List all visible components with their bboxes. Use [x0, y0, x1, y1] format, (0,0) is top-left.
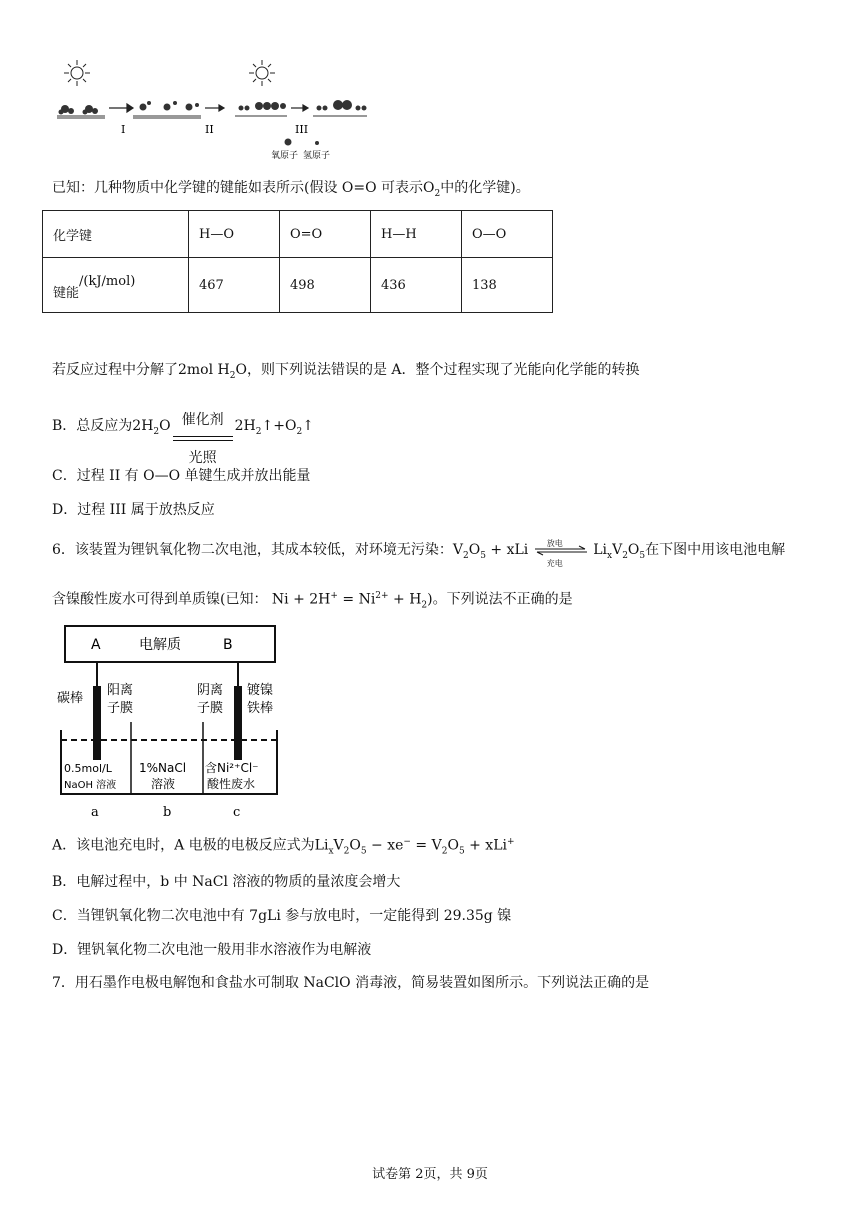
stage-label-2: II — [205, 123, 214, 136]
table-cell: 467 — [189, 258, 280, 313]
table-header-cell: O=O — [280, 211, 371, 258]
cation-membrane-label-2: 子膜 — [197, 701, 224, 716]
compartment-a-label: a — [91, 805, 99, 820]
sun-icon — [64, 60, 90, 86]
anion-membrane-label-2: 子膜 — [107, 701, 134, 716]
carbon-rod-label: 碳棒 — [57, 691, 84, 706]
q6-option-b: B．电解过程中，b 中 NaCl 溶液的物质的量浓度会增大 — [52, 874, 401, 890]
electrolyte-label: 电解质 — [139, 637, 181, 653]
stage-label-1: I — [121, 123, 126, 136]
page-footer: 试卷第 2页，共 9页 — [372, 1167, 488, 1182]
intro-text: 已知：几种物质中化学键的键能如表所示(假设 O=O 可表示$O_2$中的化学键)。 — [52, 180, 530, 199]
q6-stem-line1: 6．该装置为锂钒氧化物二次电池，其成本较低，对环境无污染：$V_2O_5$ + xLi 放电 充电 $Li_xV_2O_5$在下图中用该电池电解 — [52, 539, 786, 568]
reversible-arrow: 放电 充电 — [533, 540, 589, 560]
ni-rod-label-1: 镀镍 — [247, 683, 274, 698]
solution-b-line2: 溶液 — [151, 777, 176, 791]
ni-rod-label-2: 铁棒 — [247, 701, 274, 716]
solution-a-line2: NaOH 溶液 — [64, 780, 117, 791]
table-header-cell: 化学键 — [43, 211, 189, 258]
solution-a-line1: 0.5mol/L — [64, 762, 112, 775]
legend-hydrogen: 氢原子 — [303, 151, 331, 161]
stage-label-3: III — [295, 123, 309, 136]
table-row-label: 键能/(kJ/mol) — [43, 258, 189, 313]
cation-membrane-label-1: 阴离 — [197, 683, 224, 698]
electrode-a-label: A — [91, 637, 101, 653]
q5-stem: 若反应过程中分解了2mol $H_2O$，则下列说法错误的是 A．整个过程实现了光能向化学能的转换 — [52, 362, 640, 381]
q5-option-d: D．过程 III 属于放热反应 — [52, 502, 215, 518]
q6-option-c: C．当锂钒氧化物二次电池中有 7gLi 参与放电时，一定能得到 29.35g 镍 — [52, 908, 512, 924]
table-row — [43, 211, 553, 258]
q6-option-d: D．锂钒氧化物二次电池一般用非水溶液作为电解液 — [52, 942, 372, 958]
table-cell: 436 — [371, 258, 462, 313]
solution-c-line2: 酸性废水 — [207, 777, 256, 791]
bond-energy-table — [42, 210, 553, 313]
q6-option-a: A．该电池充电时，A 电极的电极反应式为$Li_xV_2O_5 - xe^- = V_2O_5 + xLi^+$ — [52, 837, 515, 857]
carbon-rod — [93, 686, 101, 760]
table-header-cell: H—H — [371, 211, 462, 258]
compartment-c-label: c — [233, 805, 241, 820]
legend-oxygen: 氧原子 — [271, 151, 299, 161]
table-header-cell: O—O — [462, 211, 553, 258]
electrolysis-diagram — [55, 622, 285, 822]
q6-stem-line2: 含镍酸性废水可得到单质镍(已知： $Ni + 2H^+ = Ni^{2+} + H_2$)。下列说法不正确的是 — [52, 591, 573, 611]
solution-b-line1: 1%NaCl — [139, 761, 187, 775]
nickel-plated-rod — [234, 686, 242, 760]
table-header-cell: H—O — [189, 211, 280, 258]
table-cell: 138 — [462, 258, 553, 313]
q5-option-c: C．过程 II 有 O—O 单键生成并放出能量 — [52, 468, 311, 484]
water-splitting-figure — [55, 55, 375, 165]
sun-icon — [249, 60, 275, 86]
q5-option-b: B．总反应为$2H_2O$ $\frac{\text{催化剂}}{\text{光照}}$ $2H_2↑+O_2↑$ — [52, 412, 314, 466]
table-cell: 498 — [280, 258, 371, 313]
q7-stem: 7．用石墨作电极电解饱和食盐水可制取 NaClO 消毒液，简易装置如图所示。下列说法正确的是 — [52, 975, 650, 991]
solution-c-line1: 含Ni²⁺Cl⁻ — [205, 761, 259, 775]
electrode-b-label: B — [223, 637, 233, 653]
table-row — [43, 258, 553, 313]
anion-membrane-label-1: 阳离 — [107, 683, 134, 698]
compartment-b-label: b — [163, 805, 172, 820]
